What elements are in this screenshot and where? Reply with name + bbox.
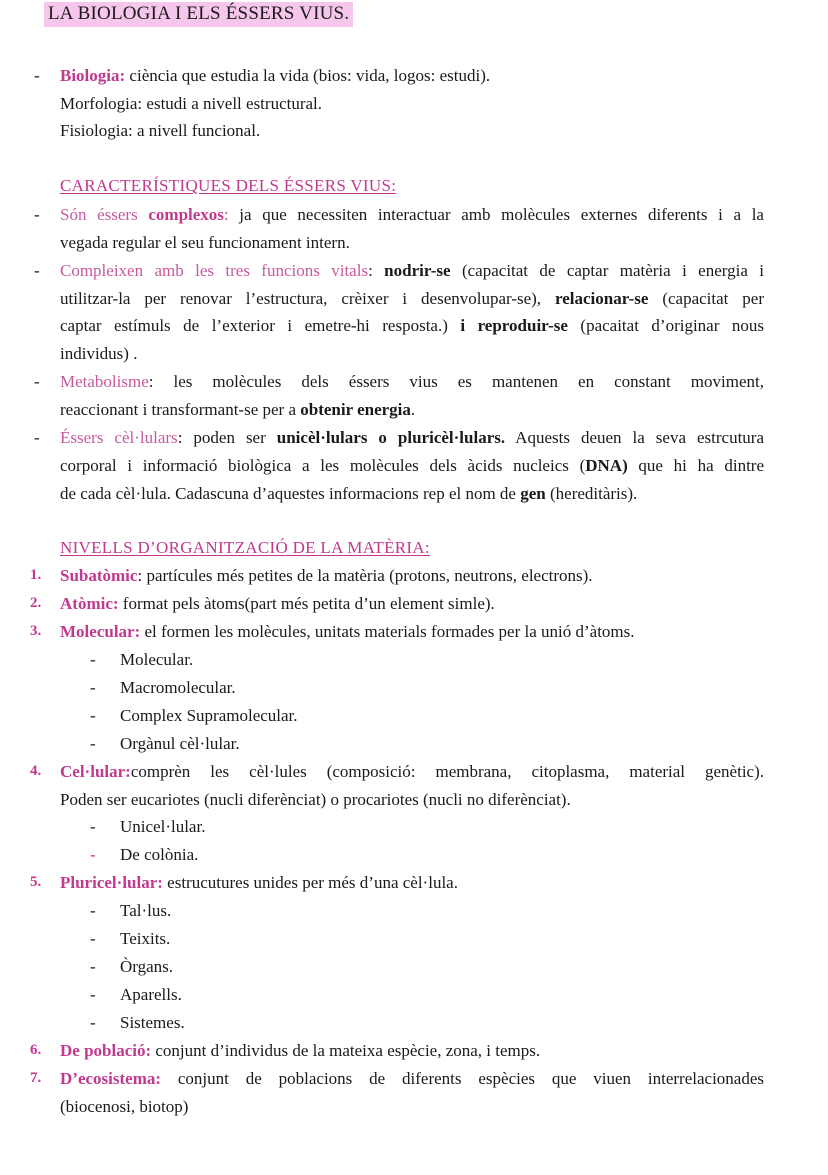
char-cellulars-line3: de cada cèl·lula. Cadascuna d’aquestes informacions rep el nom de gen (hereditàris).	[60, 484, 638, 503]
char-funcions-line4: individus) .	[60, 344, 138, 363]
bullet-dash: -	[90, 1013, 96, 1032]
section-heading-nivells: NIVELLS D’ORGANITZACIÓ DE LA MATÈRIA:	[60, 538, 430, 557]
bullet-dash: -	[90, 678, 96, 697]
bullet-dash: -	[90, 845, 96, 864]
bullet-dash: -	[90, 817, 96, 836]
char-cellulars-line2: corporal i informació biològica a les molècules dels àcids nucleics (DNA) que hi ha dintre	[60, 456, 765, 475]
sub-item: Macromolecular.	[120, 678, 236, 697]
bullet-dash: -	[34, 428, 40, 447]
sub-item: Molecular.	[120, 650, 194, 669]
char-metabolisme-line1: Metabolisme: les molècules dels éssers vius es mantenen en constant moviment,	[60, 372, 764, 391]
sub-item: Tal·lus.	[120, 901, 172, 920]
bullet-dash: -	[90, 706, 96, 725]
level-ecosistema-line2: (biocenosi, biotop)	[60, 1097, 189, 1116]
sub-item: Teixits.	[120, 929, 171, 948]
list-number: 1.	[30, 567, 42, 583]
term-biologia: Biologia:	[60, 66, 126, 85]
sub-item: Unicel·lular.	[120, 817, 206, 836]
char-complexos-line2: vegada regular el seu funcionament intern.	[60, 233, 350, 252]
sub-item: De colònia.	[120, 845, 199, 864]
char-funcions-line3: captar estímuls de l’exterior i emetre-hi resposta.) i reproduir-se (pacaitat d’originar nous	[60, 316, 764, 335]
char-complexos-line1: Són éssers complexos: ja que necessiten interactuar amb molècules externes diferents i a la	[60, 205, 764, 224]
bullet-dash: -	[34, 205, 40, 224]
char-funcions-line1: Compleixen amb les tres funcions vitals: nodrir-se (capacitat de captar matèria i energia i	[60, 261, 764, 280]
sub-item: Complex Supramolecular.	[120, 706, 298, 725]
list-number: 7.	[30, 1070, 42, 1086]
bullet-dash: -	[90, 985, 96, 1004]
section-heading-caracteristiques: CARACTERÍSTIQUES DELS ÉSSERS VIUS:	[60, 176, 397, 195]
bullet-dash: -	[90, 929, 96, 948]
sub-item: Sistemes.	[120, 1013, 185, 1032]
bullet-dash: -	[34, 372, 40, 391]
bullet-dash: -	[90, 901, 96, 920]
level-ecosistema-line1: D’ecosistema: conjunt de poblacions de diferents espècies que viuen interrelacionades	[60, 1069, 764, 1088]
level-poblacio: De població: conjunt d’individus de la mateixa espècie, zona, i temps.	[60, 1041, 541, 1060]
list-number: 5.	[30, 874, 42, 890]
sub-item: Òrgans.	[120, 957, 174, 976]
page-title: LA BIOLOGIA I ELS ÉSSERS VIUS.	[44, 2, 353, 27]
list-number: 3.	[30, 623, 42, 639]
sub-item: Orgànul cèl·lular.	[120, 734, 240, 753]
bullet-dash: -	[90, 734, 96, 753]
level-molecular: Molecular: el formen les molècules, unitats materials formades per la unió d’àtoms.	[60, 622, 635, 641]
char-funcions-line2: utilitzar-la per renovar l’estructura, crèixer i desenvolupar-se), relacionar-se (capacitat per	[60, 289, 765, 308]
level-cellular-line1: Cel·lular:comprèn les cèl·lules (composició: membrana, citoplasma, material genètic).	[60, 762, 764, 781]
char-cellulars-line1: Éssers cèl·lulars: poden ser unicèl·lulars o pluricèl·lulars. Aquests deuen la seva estrcutura	[60, 428, 765, 447]
level-atomic: Atòmic: format pels àtoms(part més petita d’un element simle).	[60, 594, 495, 613]
bullet-dash: -	[34, 66, 40, 85]
bullet-dash: -	[34, 261, 40, 280]
intro-biologia: Biologia: ciència que estudia la vida (bios: vida, logos: estudi).	[60, 66, 491, 85]
intro-fisiologia: Fisiologia: a nivell funcional.	[60, 121, 261, 140]
list-number: 4.	[30, 763, 42, 779]
list-number: 6.	[30, 1042, 42, 1058]
char-metabolisme-line2: reaccionant i transformant-se per a obtenir energia.	[60, 400, 416, 419]
intro-morfologia: Morfologia: estudi a nivell estructural.	[60, 94, 323, 113]
level-subatomic: Subatòmic: partícules més petites de la matèria (protons, neutrons, electrons).	[60, 566, 593, 585]
list-number: 2.	[30, 595, 42, 611]
level-cellular-line2: Poden ser eucariotes (nucli diferènciat) o procariotes (nucli no diferènciat).	[60, 790, 571, 809]
bullet-dash: -	[90, 957, 96, 976]
bullet-dash: -	[90, 650, 96, 669]
level-pluricellular: Pluricel·lular: estrucutures unides per més d’una cèl·lula.	[60, 873, 458, 892]
sub-item: Aparells.	[120, 985, 182, 1004]
